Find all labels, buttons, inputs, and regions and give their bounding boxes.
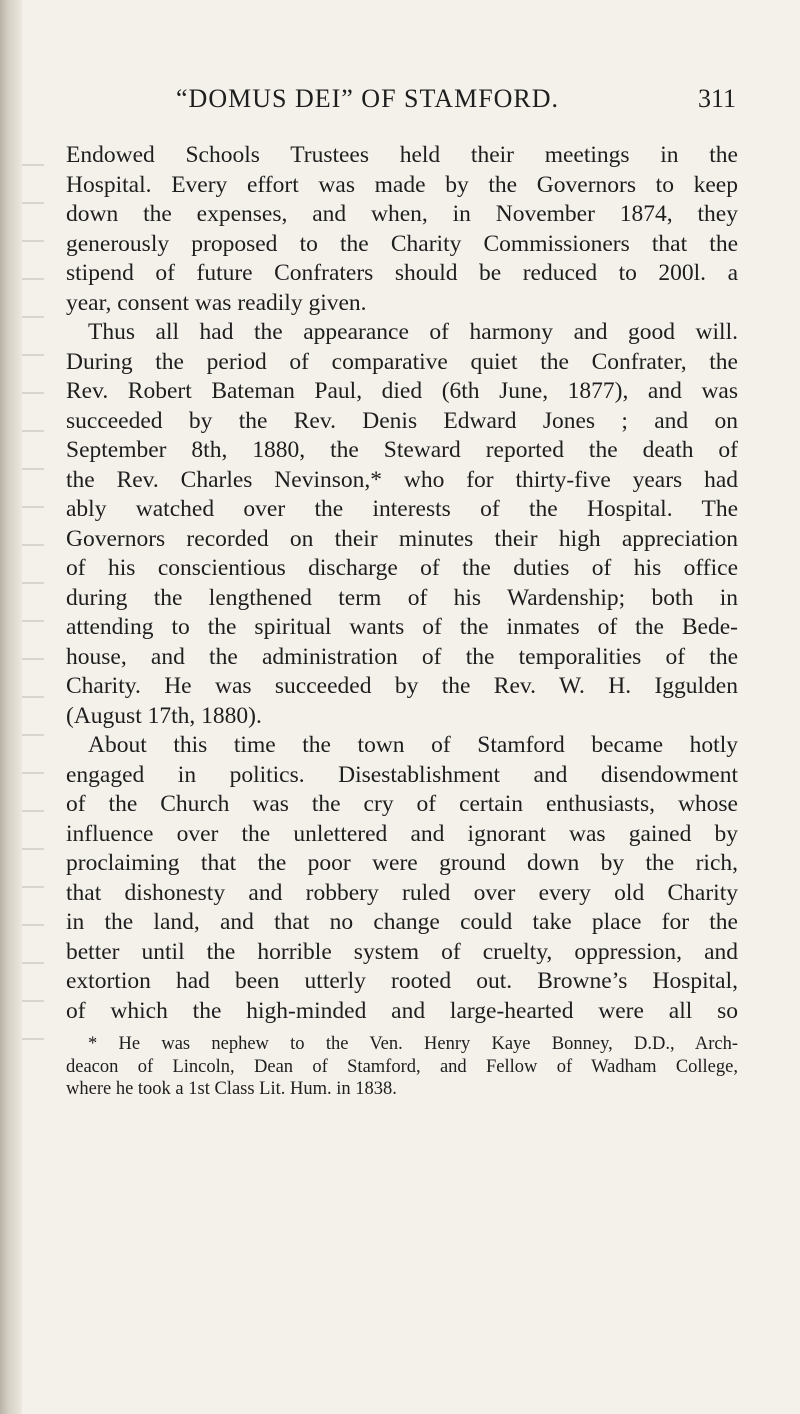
text-line: Governors recorded on their minutes their high appreciation (66, 525, 738, 552)
gutter-binding-marks (22, 150, 44, 1050)
text-line: the Rev. Charles Nevinson,* who for thirty-five years had (66, 466, 738, 493)
text-line: of the Church was the cry of certain enthusiasts, whose (66, 791, 738, 817)
text-line: proclaiming that the poor were ground down by the rich, (66, 850, 738, 876)
footnote-line: where he took a 1st Class Lit. Hum. in 1838. (66, 1079, 397, 1099)
text-line: About this time the town of Stamford became hotly (88, 732, 738, 758)
footnote-line: * He was nephew to the Ven. Henry Kaye Bonney, D.D., Arch- (88, 1034, 738, 1054)
page-number: 311 (697, 84, 736, 113)
text-line: down the expenses, and when, in November 1874, they (66, 201, 738, 227)
text-line: extortion had been utterly rooted out. Browne’s Hospital, (66, 968, 738, 994)
text-line: of which the high-minded and large-hearted were all so (66, 997, 738, 1024)
body-text (66, 141, 738, 1026)
footnote (66, 1033, 738, 1101)
text-line: Rev. Robert Bateman Paul, died (6th June, 1877), and was (66, 378, 738, 404)
text-line: generously proposed to the Charity Commissioners that the (66, 230, 738, 257)
text-line: Charity. He was succeeded by the Rev. W. H. Iggulden (66, 673, 738, 699)
text-line: ably watched over the interests of the Hospital. The (66, 496, 738, 522)
text-line: succeeded by the Rev. Denis Edward Jones ; and on (66, 407, 738, 434)
running-head (176, 84, 736, 124)
text-line: of his conscientious discharge of the duties of his office (66, 555, 738, 581)
text-line: engaged in politics. Disestablishment and disendowment (66, 761, 738, 788)
text-line: in the land, and that no change could take place for the (66, 909, 738, 935)
text-line: better until the horrible system of cruelty, oppression, and (66, 938, 738, 965)
footnote-line: deacon of Lincoln, Dean of Stamford, and Fellow of Wadham College, (66, 1056, 738, 1077)
text-line: During the period of comparative quiet the Confrater, the (66, 348, 738, 375)
text-line: influence over the unlettered and ignorant was gained by (66, 820, 738, 847)
text-line: that dishonesty and robbery ruled over every old Charity (66, 879, 738, 906)
text-line: September 8th, 1880, the Steward reported the death of (66, 437, 738, 463)
running-title: “DOMUS DEI” OF STAMFORD. (176, 84, 560, 113)
text-line: year, consent was readily given. (66, 289, 367, 316)
text-line: Hospital. Every effort was made by the Governors to keep (66, 171, 738, 198)
page-gutter-shadow (0, 0, 22, 1414)
text-line: attending to the spiritual wants of the inmates of the Bede- (66, 614, 738, 640)
text-line: (August 17th, 1880). (66, 702, 262, 729)
text-line: house, and the administration of the temporalities of the (66, 643, 738, 670)
text-line: stipend of future Confraters should be reduced to 200l. a (66, 260, 738, 286)
text-line: Endowed Schools Trustees held their meetings in the (66, 142, 738, 168)
text-line: Thus all had the appearance of harmony and good will. (88, 319, 738, 345)
text-line: during the lengthened term of his Wardenship; both in (66, 584, 738, 611)
